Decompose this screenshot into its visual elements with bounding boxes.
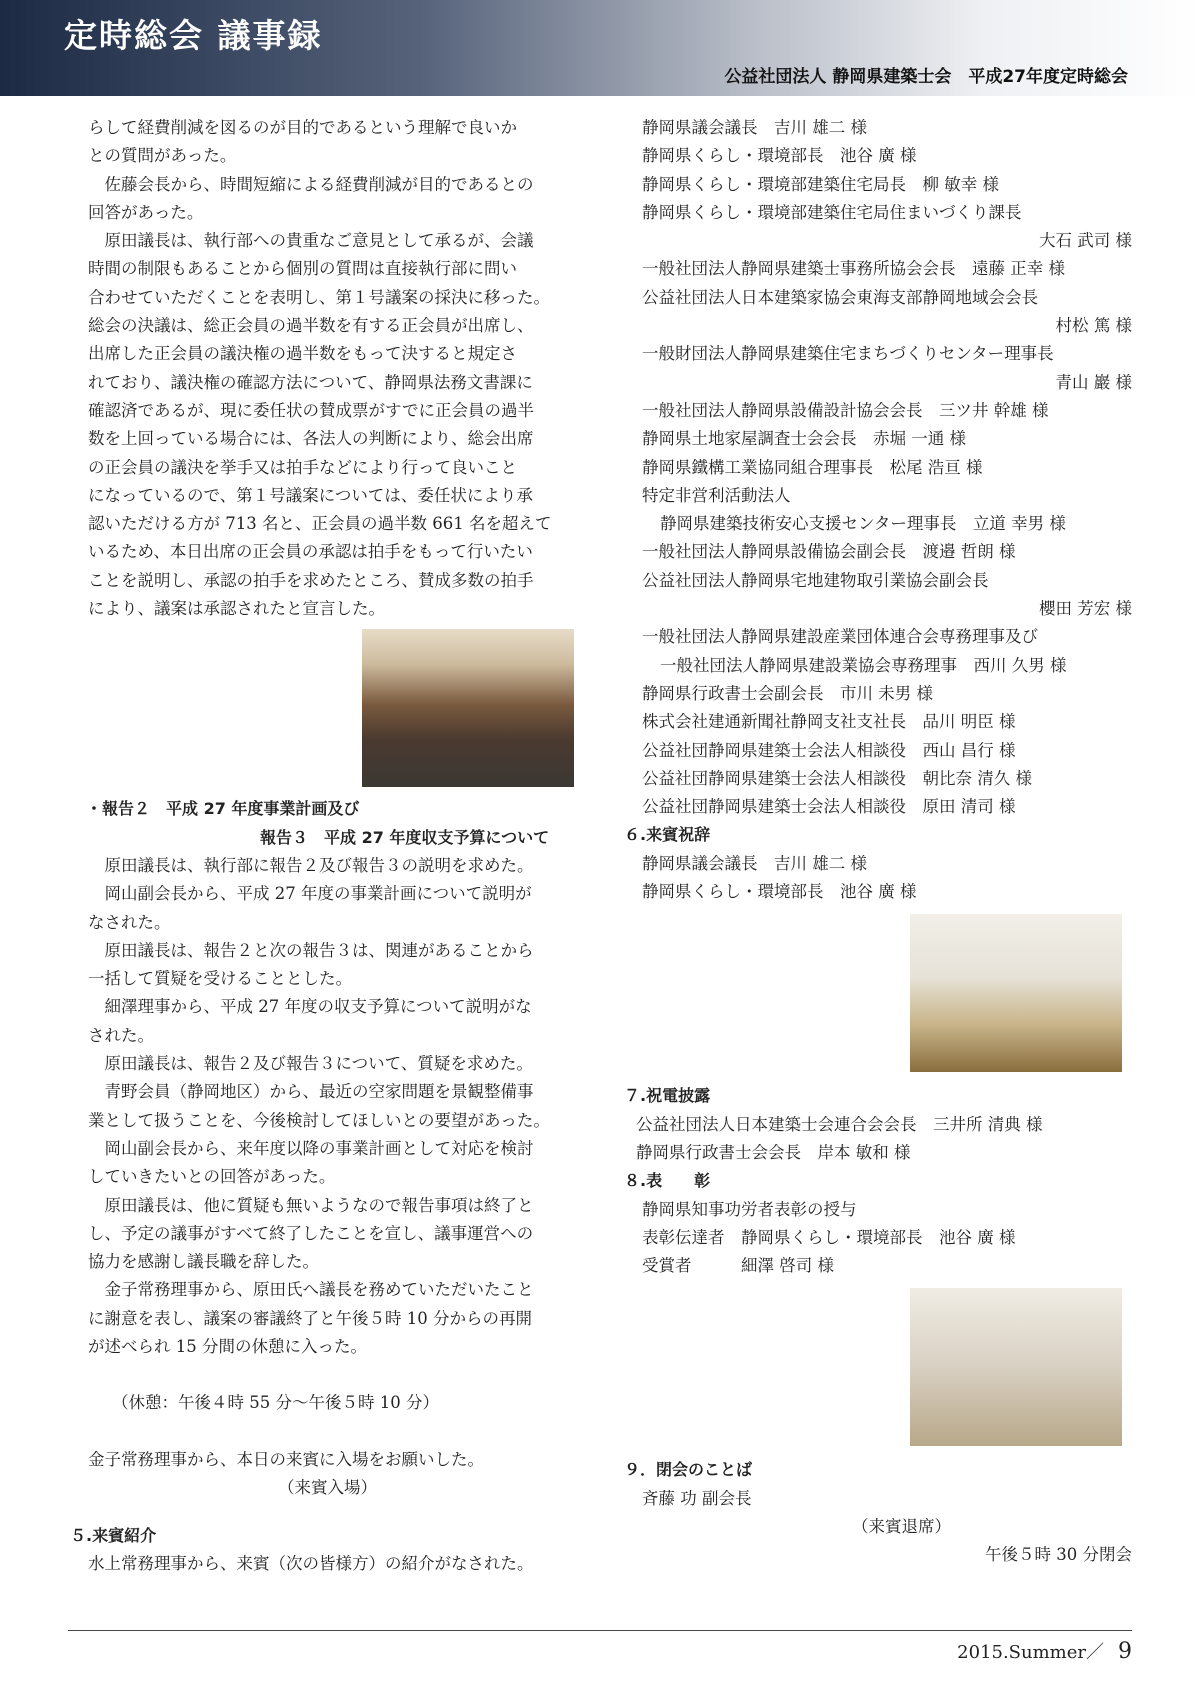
text-line: の正会員の議決を挙手又は拍手などにより行って良いこと	[88, 457, 517, 477]
text-line: ことを説明し、承認の拍手を求めたところ、賛成多数の拍手	[88, 570, 534, 590]
page-number: 9	[1118, 1639, 1132, 1664]
text-line: れており、議決権の確認方法について、静岡県法務文書課に	[88, 372, 533, 392]
guest-line: 一般社団法人静岡県建設産業団体連合会専務理事及び	[642, 627, 1038, 647]
text-line: 原田議長は、報告２及び報告３について、質疑を求めた。	[104, 1054, 533, 1074]
text-line: された。	[88, 1025, 154, 1045]
section-heading-8: ８.表 彰	[624, 1171, 711, 1191]
text-line: 金子常務理事から、本日の来賓に入場をお願いした。	[88, 1449, 484, 1469]
text-line: 確認済であるが、現に委任状の賛成票がすでに正会員の過半	[88, 400, 534, 420]
closing-time: 午後５時 30 分閉会	[985, 1545, 1132, 1565]
award-ceremony-photo	[910, 1288, 1122, 1446]
section-heading-5: ５.来賓紹介	[70, 1526, 157, 1546]
section-heading-report: ・報告２ 平成 27 年度事業計画及び	[86, 799, 360, 819]
guest-line: 櫻田 芳宏 様	[1039, 599, 1132, 619]
guest-entry-note: （来賓入場）	[278, 1477, 377, 1497]
speaker-podium-photo	[910, 914, 1122, 1072]
section-heading-9: ９．閉会のことば	[624, 1460, 753, 1480]
guest-line: 公益社団静岡県建築士会法人相談役 原田 清司 様	[642, 797, 1016, 817]
break-note: （休憩：午後４時 55 分〜午後５時 10 分）	[112, 1393, 439, 1413]
header-subtitle: 公益社団法人 静岡県建築士会 平成27年度定時総会	[724, 67, 1128, 87]
guest-line: 静岡県くらし・環境部建築住宅局住まいづくり課長	[642, 202, 1022, 222]
closing-line: 斉藤 功 副会長	[642, 1488, 752, 1508]
guest-line: 静岡県行政書士会副会長 市川 未男 様	[642, 683, 933, 703]
award-line: 静岡県知事功労者表彰の授与	[642, 1199, 857, 1219]
guest-line: 一般財団法人静岡県建築住宅まちづくりセンター理事長	[642, 344, 1054, 364]
telegram-line: 公益社団法人日本建築士会連合会会長 三井所 清典 様	[636, 1114, 1043, 1134]
guest-line: 静岡県建築技術安心支援センター理事長 立道 幸男 様	[660, 514, 1066, 534]
text-line: なされた。	[88, 912, 171, 932]
guest-line: 一般社団法人静岡県設備設計協会会長 三ツ井 幹雄 様	[642, 400, 1049, 420]
guest-line: 一般社団法人静岡県設備協会副会長 渡邉 哲朗 様	[642, 542, 1016, 562]
text-line: になっているので、第１号議案については、委任状により承	[88, 485, 533, 505]
text-line: 合わせていただくことを表明し、第１号議案の採決に移った。	[88, 287, 550, 307]
guest-line: 静岡県土地家屋調査士会会長 赤堀 一通 様	[642, 429, 966, 449]
text-line: に謝意を表し、議案の審議終了と午後５時 10 分からの再開	[88, 1308, 532, 1328]
guest-line: 公益社団静岡県建築士会法人相談役 西山 昌行 様	[642, 740, 1016, 760]
guest-line: 村松 篤 様	[1055, 316, 1132, 336]
guest-line: 一般社団法人静岡県建築士事務所協会会長 遠藤 正幸 様	[642, 259, 1065, 279]
text-line: 認いただける方が 713 名と、正会員の過半数 661 名を超えて	[88, 514, 552, 534]
guest-exit-note: （来賓退席）	[852, 1516, 951, 1536]
page-header	[0, 0, 1200, 96]
guest-line: 一般社団法人静岡県建設業協会専務理事 西川 久男 様	[660, 655, 1067, 675]
meeting-hall-photo	[362, 629, 574, 787]
speech-line: 静岡県議会議長 吉川 雄二 様	[642, 853, 867, 873]
page-footer	[957, 1638, 1132, 1664]
text-line: 業として扱うことを、今後検討してほしいとの要望があった。	[88, 1110, 550, 1130]
guest-line: 特定非営利活動法人	[642, 485, 791, 505]
text-line: 佐藤会長から、時間短縮による経費削減が目的であるとの	[104, 174, 534, 194]
text-line: との質問があった。	[88, 146, 237, 166]
text-line: 原田議長は、執行部に報告２及び報告３の説明を求めた。	[104, 855, 534, 875]
award-line: 受賞者 細澤 啓司 様	[642, 1256, 834, 1276]
issue-label: 2015.Summer／	[957, 1642, 1104, 1663]
guest-line: 静岡県くらし・環境部建築住宅局長 柳 敏幸 様	[642, 174, 999, 194]
footer-divider	[68, 1630, 1132, 1631]
section-heading-6: ６.来賓祝辞	[624, 825, 711, 845]
text-line: 原田議長は、他に質疑も無いようなので報告事項は終了と	[104, 1195, 534, 1215]
guest-line: 静岡県くらし・環境部長 池谷 廣 様	[642, 146, 917, 166]
text-line: 金子常務理事から、原田氏へ議長を務めていただいたこと	[104, 1280, 534, 1300]
text-line: 回答があった。	[88, 202, 204, 222]
guest-line: 株式会社建通新聞社静岡支社支社長 品川 明臣 様	[642, 712, 1016, 732]
text-line: 岡山副会長から、平成 27 年度の事業計画について説明が	[104, 884, 532, 904]
text-line: 数を上回っている場合には、各法人の判断により、総会出席	[88, 429, 534, 449]
guest-line: 大石 武司 様	[1039, 231, 1132, 251]
text-line: し、予定の議事がすべて終了したことを宣し、議事運営への	[88, 1223, 534, 1243]
text-line: 出席した正会員の議決権の過半数をもって決すると規定さ	[88, 344, 517, 364]
left-column	[70, 114, 588, 1579]
text-line: により、議案は承認されたと宣言した。	[88, 599, 385, 619]
text-line: 総会の決議は、総正会員の過半数を有する正会員が出席し、	[88, 316, 534, 336]
speech-line: 静岡県くらし・環境部長 池谷 廣 様	[642, 882, 917, 902]
text-line: していきたいとの回答があった。	[88, 1167, 336, 1187]
text-line: が述べられ 15 分間の休憩に入った。	[88, 1336, 367, 1356]
text-line: 岡山副会長から、来年度以降の事業計画として対応を検討	[104, 1138, 534, 1158]
section-heading-7: ７.祝電披露	[624, 1086, 711, 1106]
text-line: 青野会員（静岡地区）から、最近の空家問題を景観整備事	[104, 1082, 534, 1102]
text-line: 協力を感謝し議長職を辞した。	[88, 1252, 319, 1272]
guest-line: 公益社団静岡県建築士会法人相談役 朝比奈 清久 様	[642, 768, 1032, 788]
guest-line: 青山 巖 様	[1055, 372, 1132, 392]
award-line: 表彰伝達者 静岡県くらし・環境部長 池谷 廣 様	[642, 1227, 1016, 1247]
text-line: いるため、本日出席の正会員の承認は拍手をもって行いたい	[88, 542, 533, 562]
text-line: 水上常務理事から、来賓（次の皆様方）の紹介がなされた。	[88, 1554, 534, 1574]
right-column	[624, 114, 1132, 1570]
text-line: 細澤理事から、平成 27 年度の収支予算について説明がな	[104, 997, 532, 1017]
guest-line: 静岡県鐵構工業協同組合理事長 松尾 浩亘 様	[642, 457, 983, 477]
guest-line: 公益社団法人日本建築家協会東海支部静岡地域会会長	[642, 287, 1038, 307]
text-line: 原田議長は、報告２と次の報告３は、関連があることから	[104, 940, 534, 960]
section-heading-report-sub: 報告３ 平成 27 年度収支予算について	[260, 827, 550, 847]
guest-line: 静岡県議会議長 吉川 雄二 様	[642, 118, 867, 137]
text-line: らして経費削減を図るのが目的であるという理解で良いか	[88, 118, 517, 137]
guest-line: 公益社団法人静岡県宅地建物取引業協会副会長	[642, 570, 989, 590]
text-line: 一括して質疑を受けることとした。	[88, 969, 352, 989]
telegram-line: 静岡県行政書士会会長 岸本 敏和 様	[636, 1142, 911, 1162]
page-title: 定時総会 議事録	[64, 16, 323, 55]
text-line: 時間の制限もあることから個別の質問は直接執行部に問い	[88, 259, 517, 279]
text-line: 原田議長は、執行部への貴重なご意見として承るが、会議	[104, 231, 534, 251]
